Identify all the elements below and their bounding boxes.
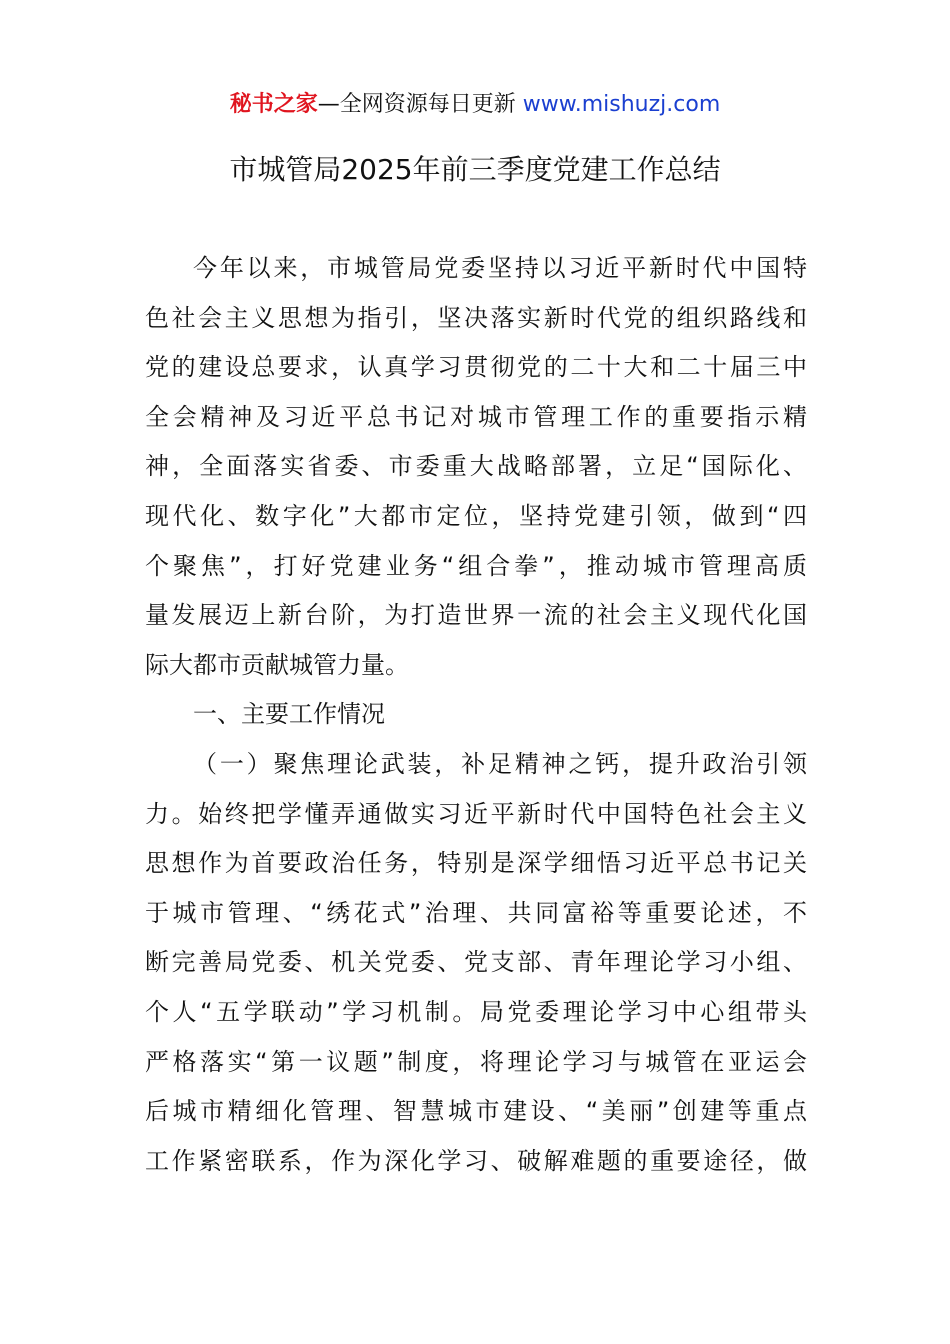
body-line: 个人“五学联动”学习机制。局党委理论学习中心组带头 [145,997,807,1026]
body-line: 断完善局党委、机关党委、党支部、青年理论学习小组、 [145,948,807,977]
body-line: 个聚焦”，打好党建业务“组合拳”，推动城市管理高质 [145,551,807,580]
body-line: 后城市精细化管理、智慧城市建设、“美丽”创建等重点 [145,1097,807,1126]
body-line: 工作紧密联系，作为深化学习、破解难题的重要途径，做 [145,1146,807,1175]
body-line: 色社会主义思想为指引，坚决落实新时代党的组织路线和 [145,303,807,332]
site-header [0,88,950,122]
body-line: 量发展迈上新台阶，为打造世界一流的社会主义现代化国 [145,601,807,630]
subsection-heading-line: （一）聚焦理论武装，补足精神之钙，提升政治引领 [193,749,807,778]
body-line: 现代化、数字化”大都市定位，坚持党建引领，做到“四 [145,501,807,530]
body-line: 神，全面落实省委、市委重大战略部署，立足“国际化、 [145,452,807,481]
body-line: 全会精神及习近平总书记对城市管理工作的重要指示精 [145,402,807,431]
document-body [145,244,807,1186]
section-heading: 一、主要工作情况 [193,700,385,729]
site-tagline: —全网资源每日更新 [317,92,523,117]
body-line: 力。始终把学懂弄通做实习近平新时代中国特色社会主义 [145,799,807,828]
document-title: 市城管局2025年前三季度党建工作总结 [229,153,721,186]
body-line: 际大都市贡献城管力量。 [145,650,409,679]
body-line: 党的建设总要求，认真学习贯彻党的二十大和二十届三中 [145,353,807,382]
site-brand: 秘书之家 [229,92,318,117]
site-url-link[interactable]: www.mishuzj.com [522,92,721,117]
body-line: 严格落实“第一议题”制度，将理论学习与城管在亚运会 [145,1047,807,1076]
body-line: 今年以来，市城管局党委坚持以习近平新时代中国特 [193,254,807,282]
body-line: 于城市管理、“绣花式”治理、共同富裕等重要论述，不 [145,898,807,927]
body-line: 思想作为首要政治任务，特别是深学细悟习近平总书记关 [145,849,807,878]
